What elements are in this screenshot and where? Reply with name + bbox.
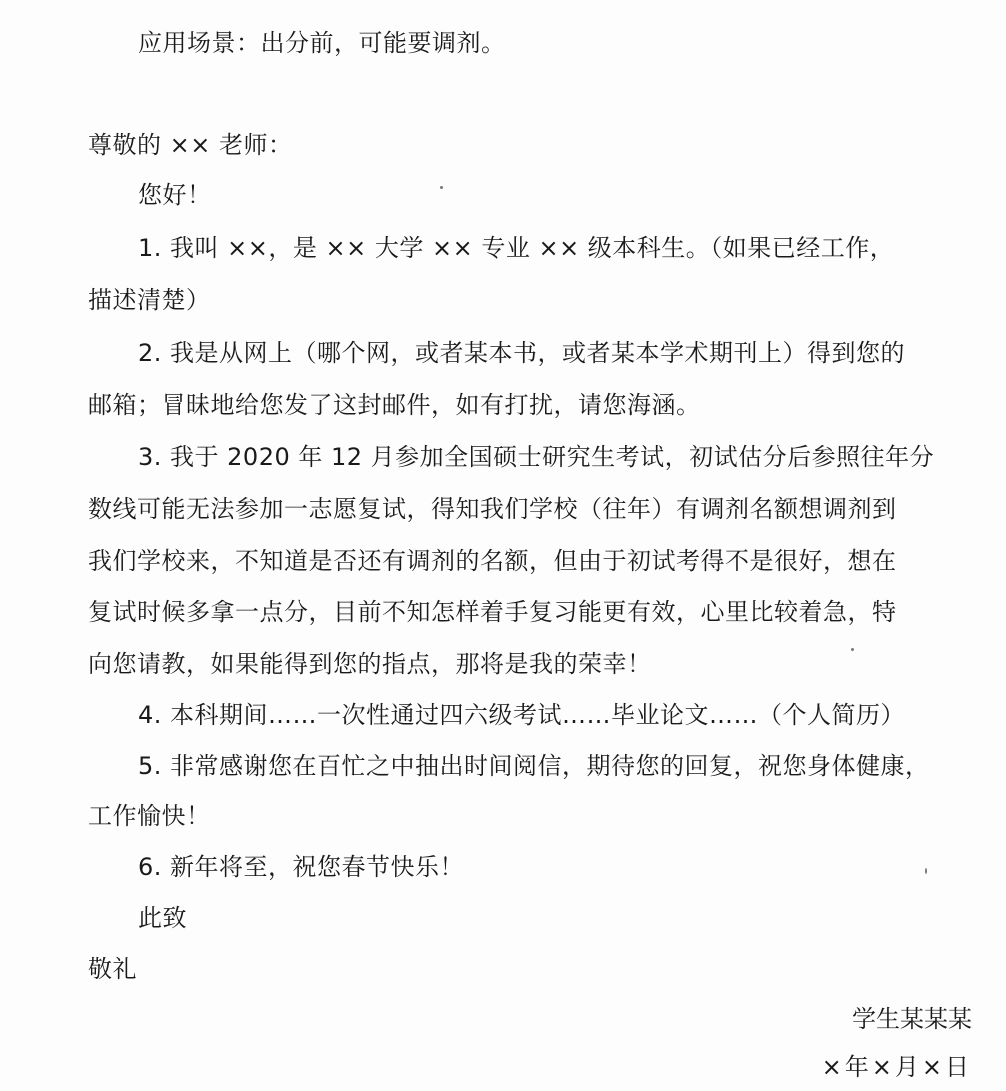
paragraph-line: 邮箱；冒昧地给您发了这封邮件，如有打扰，请您海涵。 — [88, 391, 701, 419]
paragraph-line: 我们学校来，不知道是否还有调剂的名额，但由于初试考得不是很好，想在 — [88, 547, 897, 575]
paragraph-line: 4. 本科期间……一次性通过四六级考试……毕业论文……（个人简历） — [138, 701, 906, 729]
date: ×年×月×日 — [821, 1053, 972, 1081]
paragraph-line: 向您请教，如果能得到您的指点，那将是我的荣幸！ — [88, 650, 652, 678]
scenario-line: 应用场景：出分前，可能要调剂。 — [138, 29, 506, 57]
paragraph-line: 复试时候多拿一点分，目前不知怎样着手复习能更有效，心里比较着急，特 — [88, 598, 897, 626]
scan-speck — [851, 648, 854, 651]
signature: 学生某某某 — [852, 1005, 972, 1033]
salutation: 尊敬的 ×× 老师： — [88, 131, 293, 159]
closing-line: 此致 — [138, 904, 187, 932]
paragraph-line: 2. 我是从网上（哪个网，或者某本书，或者某本学术期刊上）得到您的 — [138, 339, 906, 367]
closing-line: 敬礼 — [88, 955, 137, 983]
scan-speck — [440, 186, 443, 189]
paragraph-line: 数线可能无法参加一志愿复试，得知我们学校（往年）有调剂名额想调剂到 — [88, 495, 897, 523]
paragraph-line: 工作愉快！ — [88, 802, 211, 830]
paragraph-line: 1. 我叫 ××，是 ×× 大学 ×× 专业 ×× 级本科生。（如果已经工作， — [138, 234, 895, 262]
paragraph-line: 3. 我于 2020 年 12 月参加全国硕士研究生考试，初试估分后参照往年分 — [138, 443, 935, 471]
paragraph-line: 描述清楚） — [88, 286, 211, 314]
paragraph-line: 5. 非常感谢您在百忙之中抽出时间阅信，期待您的回复，祝您身体健康， — [138, 752, 930, 780]
paragraph-line: 6. 新年将至，祝您春节快乐！ — [138, 853, 465, 881]
scan-speck — [925, 868, 927, 874]
greeting: 您好！ — [138, 181, 212, 209]
